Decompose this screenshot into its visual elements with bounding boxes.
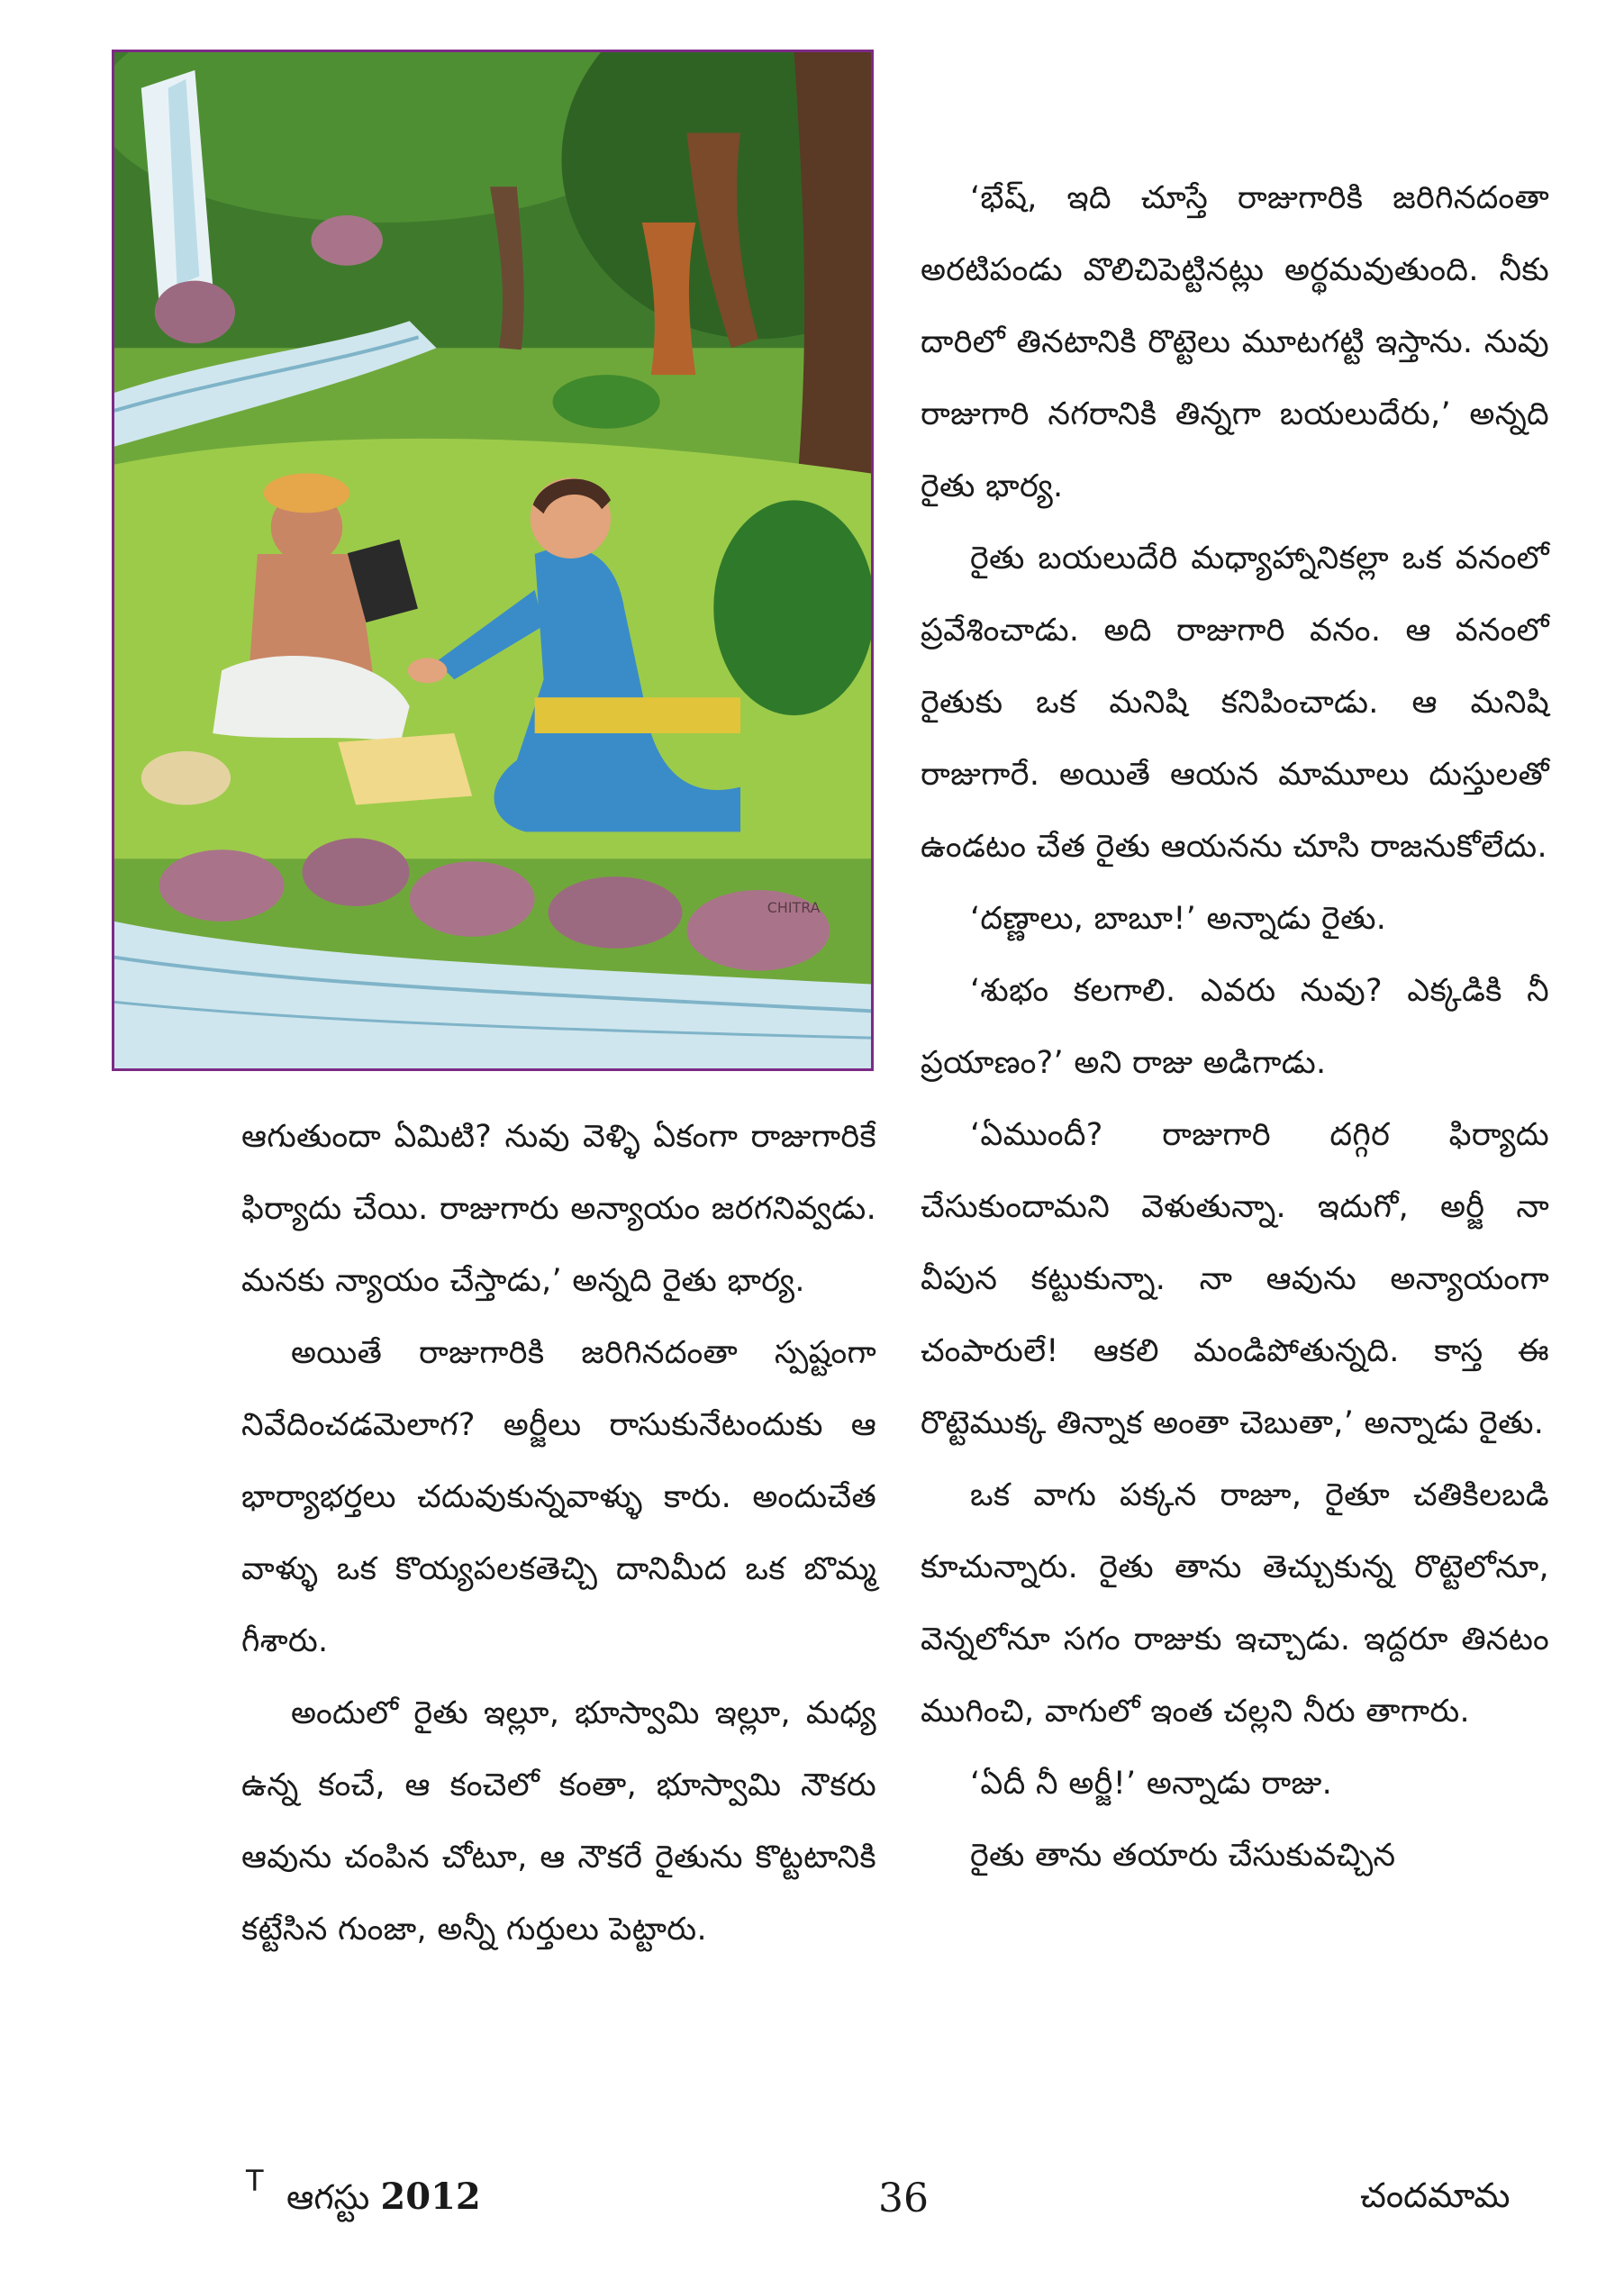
- paragraph: అయితే రాజుగారికి జరిగినదంతా స్పష్టంగా నివేదించడమెలాగ? అర్జీలు రాసుకునేటందుకు ఆ భార్యాభర్తలు చదువుకున్నవాళ్ళు కారు. అందుచేత వాళ్ళు ఒక కొయ్యపలకతెచ్చి దానిమీద ఒక బొమ్మ గీశారు.: [241, 1335, 876, 1659]
- paragraph: ‘దణ్ణాలు, బాబూ!’ అన్నాడు రైతు.: [970, 901, 1387, 937]
- story-illustration: [112, 50, 874, 1071]
- footer-date: [286, 2175, 481, 2230]
- magazine-name: చందమామ: [1360, 2175, 1511, 2215]
- footer-year: 2012: [380, 2175, 481, 2218]
- footer-month: ఆగస్టు: [286, 2177, 370, 2217]
- footer-mark: T: [246, 2164, 264, 2198]
- paragraph: ‘భేష్, ఇది చూస్తే రాజుగారికి జరిగినదంతా అరటిపండు వొలిచిపెట్టినట్లు అర్థమవుతుంది. నీకు దారిలో తినటానికి రొట్టెలు మూటగట్టి ఇస్తాను. నువు రాజుగారి నగరానికి తిన్నగా బయలుదేరు,’ అన్నది రైతు భార్య.: [921, 180, 1549, 504]
- paragraph: రైతు బయలుదేరి మధ్యాహ్నానికల్లా ఒక వనంలో ప్రవేశించాడు. అది రాజుగారి వనం. ఆ వనంలో రైతుకు ఒక మనిషి కనిపించాడు. ఆ మనిషి రాజుగారే. అయితే ఆయన మామూలు దుస్తులతో ఉండటం చేత రైతు ఆయనను చూసి రాజనుకోలేదు.: [921, 540, 1549, 865]
- paragraph: ‘శుభం కలగాలి. ఎవరు నువు? ఎక్కడికి నీ ప్రయాణం?’ అని రాజు అడిగాడు.: [921, 973, 1549, 1081]
- paragraph: ఒక వాగు పక్కన రాజూ, రైతూ చతికిలబడి కూచున్నారు. రైతు తాను తెచ్చుకున్న రొట్టెలోనూ, వెన్నలోనూ సగం రాజుకు ఇచ్చాడు. ఇద్దరూ తినటం ముగించి, వాగులో ఇంత చల్లని నీరు తాగారు.: [921, 1477, 1549, 1730]
- right-text-column: [921, 162, 1549, 1892]
- paragraph: ‘ఏముందీ? రాజుగారి దగ్గిర ఫిర్యాదు చేసుకుందామని వెళుతున్నా. ఇదుగో, అర్జీ నా వీపున కట్టుకున్నా. నా ఆవును అన్యాయంగా చంపారులే! ఆకలి మండిపోతున్నది. కాస్త ఈ రొట్టెముక్క తిన్నాక అంతా చెబుతా,’ అన్నాడు రైతు.: [921, 1117, 1549, 1441]
- paragraph: ఆగుతుందా ఏమిటి? నువు వెళ్ళి ఏకంగా రాజుగారికే ఫిర్యాదు చేయి. రాజుగారు అన్యాయం జరగనివ్వడు. మనకు న్యాయం చేస్తాడు,’ అన్నది రైతు భార్య.: [241, 1119, 876, 1299]
- paragraph: అందులో రైతు ఇల్లూ, భూస్వామి ఇల్లూ, మధ్య ఉన్న కంచే, ఆ కంచెలో కంతా, భూస్వామి నౌకరు ఆవును చంపిన చోటూ, ఆ నౌకరే రైతును కొట్టటానికి కట్టేసిన గుంజా, అన్నీ గుర్తులు పెట్టారు.: [241, 1695, 876, 1948]
- paragraph: ‘ఏదీ నీ అర్జీ!’ అన్నాడు రాజు.: [970, 1766, 1333, 1802]
- left-text-column: [241, 1101, 876, 1966]
- page-number: 36: [878, 2175, 929, 2221]
- artist-signature: CHITRA: [767, 898, 821, 916]
- paragraph: రైతు తాను తయారు చేసుకువచ్చిన: [970, 1838, 1396, 1874]
- illustration-drawing: [114, 52, 871, 1068]
